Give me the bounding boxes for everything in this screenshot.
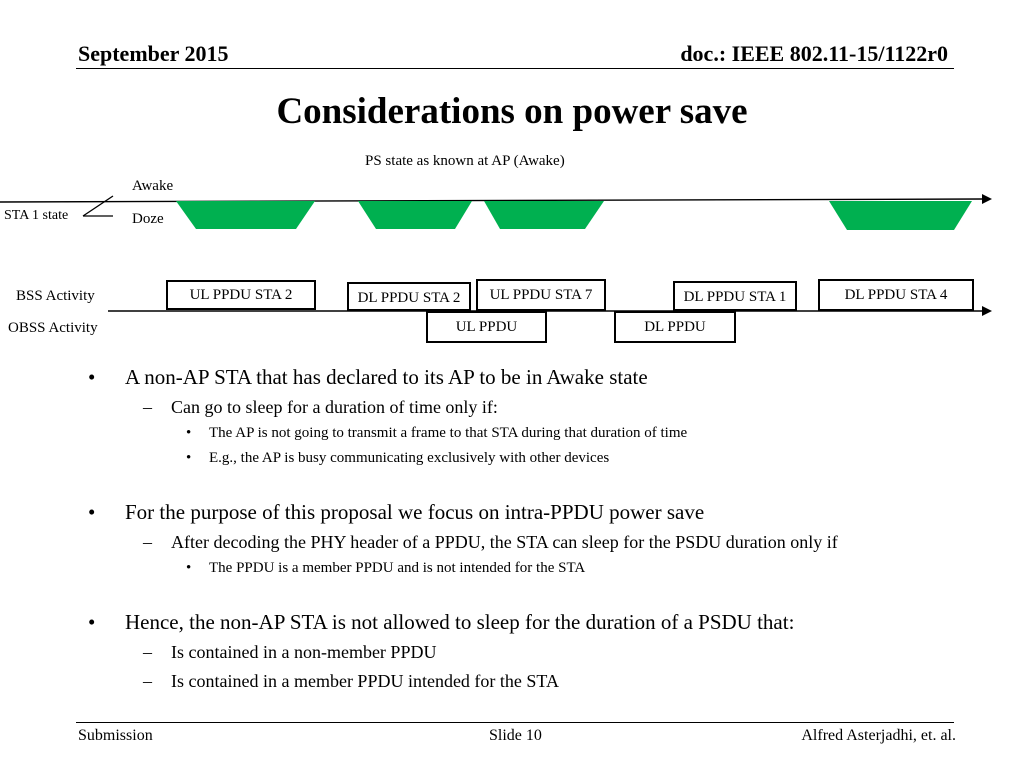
bullet-text: A non-AP STA that has declared to its AP to be in Awake state	[125, 365, 648, 389]
sta1-timeline	[0, 199, 983, 202]
sub-sub-bullet-marker: •	[186, 425, 192, 441]
sub-sub-bullet-text: The AP is not going to transmit a frame to that STA during that duration of time	[209, 425, 688, 441]
obss-activity-label: OBSS Activity	[8, 320, 98, 336]
sub-bullet-text: Is contained in a non-member PPDU	[171, 642, 437, 662]
slide-title: Considerations on power save	[276, 91, 748, 132]
sub-bullet-marker: –	[143, 671, 152, 691]
doze-period	[358, 201, 472, 229]
header-date: September 2015	[78, 41, 229, 66]
footer-author: Alfred Asterjadhi, et. al.	[801, 727, 956, 744]
footer-rule	[76, 722, 954, 723]
bullet-text: For the purpose of this proposal we focus on intra-PPDU power save	[125, 500, 705, 524]
header-doc-id: doc.: IEEE 802.11-15/1122r0	[680, 41, 948, 66]
ps-state-caption: PS state as known at AP (Awake)	[365, 153, 565, 169]
header-rule	[76, 68, 954, 69]
activity-timeline-arrowhead	[982, 306, 992, 316]
sub-bullet-text: Can go to sleep for a duration of time only if:	[171, 397, 498, 417]
bss-box-ul-ppdu-sta7: UL PPDU STA 7	[476, 279, 606, 311]
sub-bullet-marker: –	[143, 397, 152, 417]
footer-submission: Submission	[78, 727, 153, 744]
sub-sub-bullet-text: E.g., the AP is busy communicating exclusively with other devices	[209, 450, 610, 466]
doze-period	[829, 201, 972, 230]
doze-period	[484, 201, 604, 229]
awake-connector	[83, 196, 113, 216]
bss-box-ul-ppdu-sta2: UL PPDU STA 2	[166, 280, 316, 310]
bullet-text: Hence, the non-AP STA is not allowed to sleep for the duration of a PSDU that:	[125, 610, 795, 634]
sub-sub-bullet-text: The PPDU is a member PPDU and is not intended for the STA	[209, 560, 586, 576]
sub-bullet-marker: –	[143, 642, 152, 662]
bullet-marker: •	[88, 610, 96, 634]
bullet-marker: •	[88, 365, 96, 389]
bss-box-dl-ppdu-sta4: DL PPDU STA 4	[818, 279, 974, 311]
sta1-state-label: STA 1 state	[4, 208, 69, 223]
sub-sub-bullet-marker: •	[186, 450, 192, 466]
obss-box-ul-ppdu: UL PPDU	[426, 311, 547, 343]
sta1-timeline-arrowhead	[982, 194, 992, 204]
sub-bullet-marker: –	[143, 532, 152, 552]
doze-period	[176, 201, 315, 229]
sub-bullet-text: Is contained in a member PPDU intended for the STA	[171, 671, 559, 691]
footer-slide-number: Slide 10	[489, 727, 542, 744]
doze-label: Doze	[132, 211, 164, 227]
bss-box-dl-ppdu-sta1: DL PPDU STA 1	[673, 281, 797, 311]
sub-sub-bullet-marker: •	[186, 560, 192, 576]
bss-box-dl-ppdu-sta2: DL PPDU STA 2	[347, 282, 471, 311]
sub-bullet-text: After decoding the PHY header of a PPDU, the STA can sleep for the PSDU duration only if	[171, 532, 838, 552]
awake-label: Awake	[132, 178, 174, 194]
bullet-marker: •	[88, 500, 96, 524]
bss-activity-label: BSS Activity	[16, 288, 95, 304]
obss-box-dl-ppdu: DL PPDU	[614, 311, 736, 343]
